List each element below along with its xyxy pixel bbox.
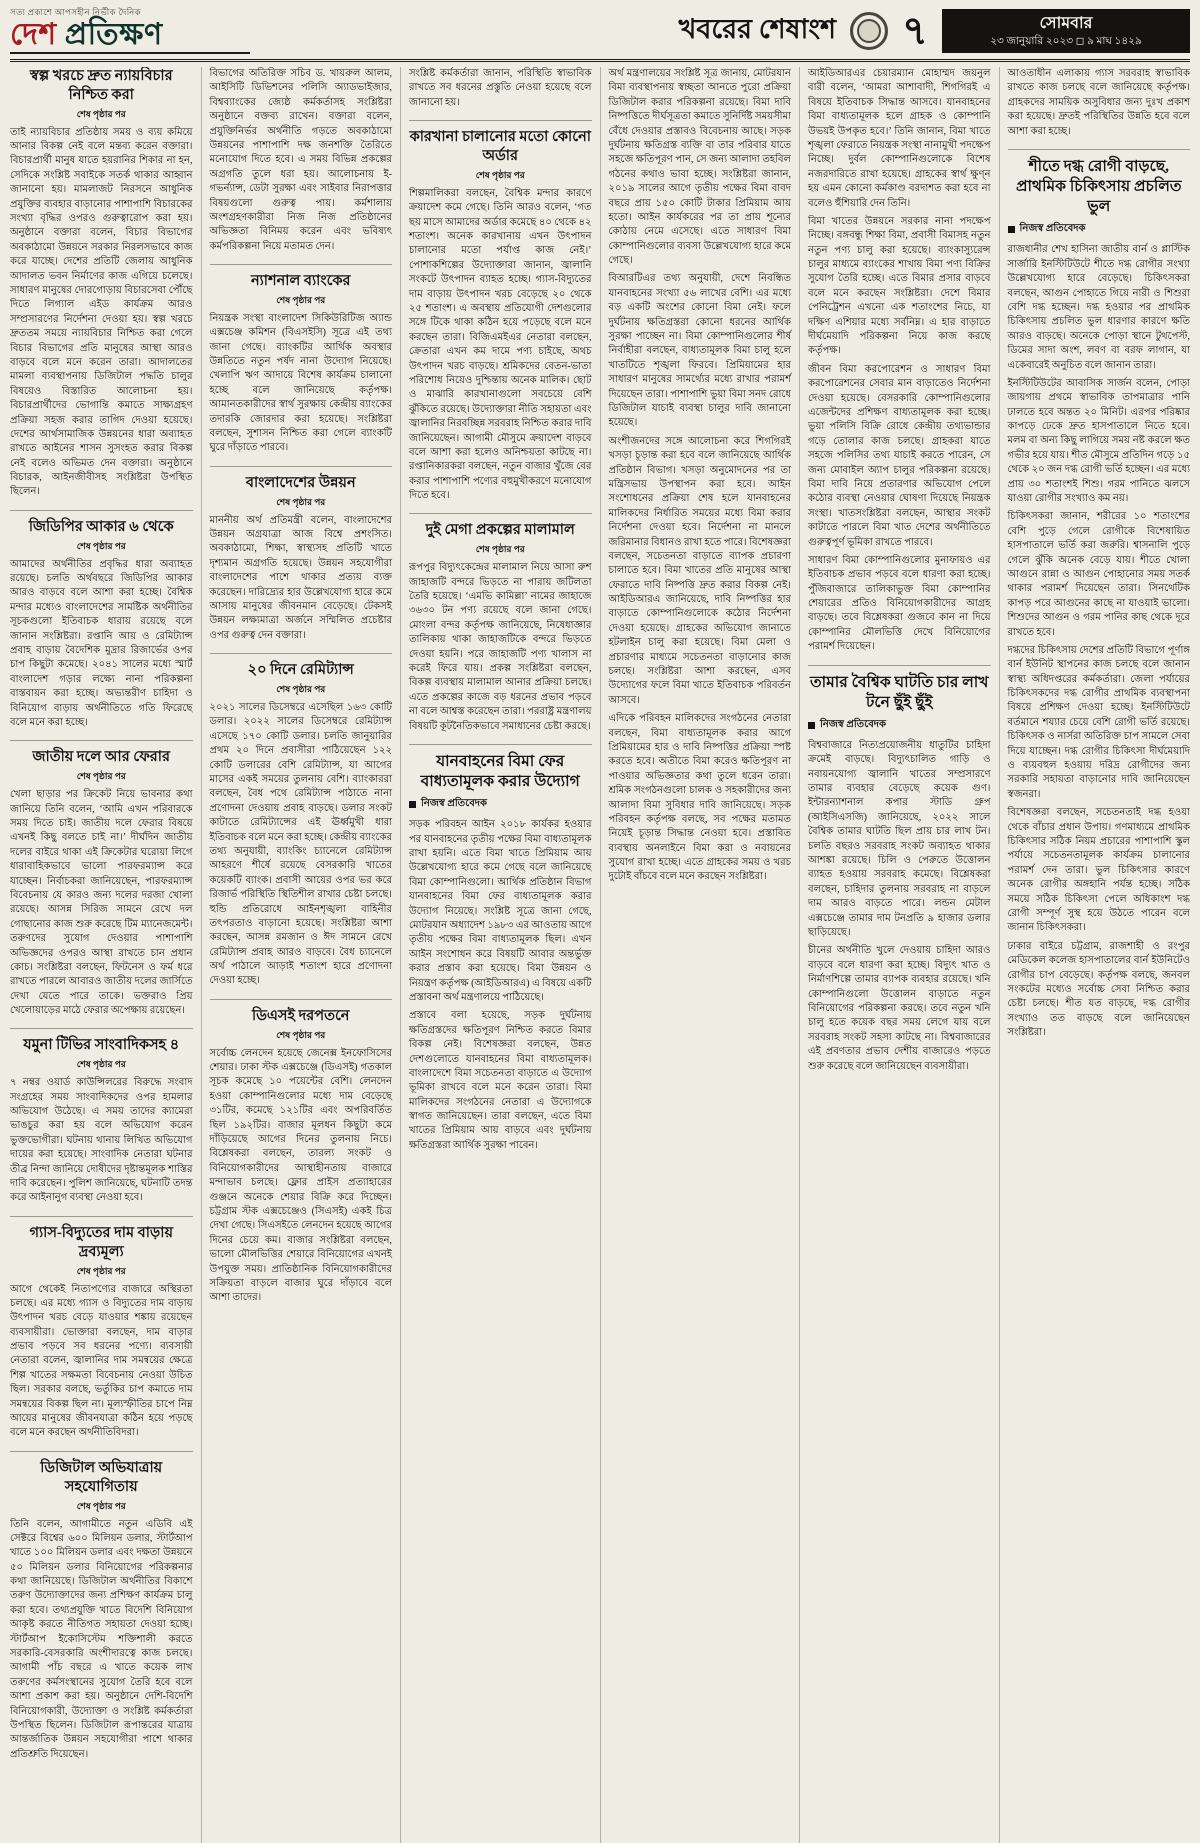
byline-square-icon — [808, 722, 815, 729]
article-headline: তামার বৈশ্বিক ঘাটতি চার লাখ টনে ছুঁই ছুঁই — [810, 673, 989, 711]
section-title: খবরের শেষাংশ — [678, 13, 836, 44]
article-body: রূপপুর বিদ্যুৎকেন্দ্রের মালামাল নিয়ে আসা রুশ জাহাজটি বন্দরে ভিড়তে না পারায় জটিলতা তৈরি হয়েছে। ‘এমভি কামিল্লা’ নামের জাহাজে ৩৬৩০ টন পণ্য রয়েছে বলে জানা গেছে। মোংলা বন্দর কর্তৃপক্ষ জানিয়েছে, নিষেধাজ্ঞার তালিকায় থাকা জাহাজটিকে বন্দরে ভিড়তে দেওয়া হয়নি। পরে জাহাজটি পণ্য খালাস না করেই ফিরে যায়। প্রকল্প সংশ্লিষ্টরা বলছেন, বিকল্প ব্যবস্থায় মালামাল আনার প্রক্রিয়া চলছে। এতে প্রকল্পের কাজে বড় ধরনের প্রভাব পড়বে না বলে আশ্বস্ত করেছেন তারা। পররাষ্ট্র মন্ত্রণালয় বিষয়টি কূটনৈতিকভাবে সমাধানের চেষ্টা করছে। — [409, 562, 592, 732]
article-body: বিভাগের অতিরিক্ত সচিব ড. খায়রুল আলম, আইসিটি ডিভিশনের পলিসি অ্যাডভাইজার, বিশ্বব্যাংকের জ্যেষ্ঠ কর্মকর্তাসহ সংশ্লিষ্টরা অনুষ্ঠানে বক্তব্য রাখেন। বক্তারা বলেন, প্রযুক্তিনির্ভর অর্থনীতি গড়তে অবকাঠামো উন্নয়নের পাশাপাশি দক্ষ জনশক্তি তৈরিতে মনোযোগ দিতে হবে। এ সময় বিভিন্ন প্রকল্পের অগ্রগতি তুলে ধরা হয়। আলোচনায় ই-গভর্ন্যান্স, ডেটা সুরক্ষা এবং সাইবার নিরাপত্তার বিষয়গুলো গুরুত্ব পায়। কর্মশালায় অংশগ্রহণকারীরা নিজ নিজ প্রতিষ্ঠানের অভিজ্ঞতা বিনিময় করেন এবং ভবিষ্যৎ কর্মপরিকল্পনা নিয়ে মতামত দেন। — [209, 68, 392, 252]
column-3 — [401, 67, 601, 1843]
article-body: ঢাকার বাইরে চট্টগ্রাম, রাজশাহী ও রংপুর মেডিকেল কলেজ হাসপাতালের বার্ন ইউনিটেও রোগীর চাপ বেড়েছে। কর্তৃপক্ষ বলছে, জনবল সংকটের মধ্যেও সর্বোচ্চ সেবা নিশ্চিত করার চেষ্টা চলছে। শীত যত বাড়ছে, দগ্ধ রোগীর সংখ্যাও তত বাড়ছে বলে জানিয়েছেন সংশ্লিষ্টরা। — [1007, 940, 1190, 1039]
article-body: রাজধানীর শেখ হাসিনা জাতীয় বার্ন ও প্লাস্টিক সার্জারি ইনস্টিটিউটে শীতে দগ্ধ রোগীর সংখ্যা উল্লেখযোগ্য হারে বেড়েছে। চিকিৎসকরা বলছেন, আগুন পোহাতে গিয়ে নারী ও শিশুরা বেশি দগ্ধ হচ্ছেন। দগ্ধ হওয়ার পর প্রাথমিক চিকিৎসায় প্রচলিত ভুল ধারণার কারণে ক্ষতি আরও বাড়ছে। অনেকে পোড়া স্থানে টুথপেস্ট, ডিমের সাদা অংশ, লবণ বা বরফ লাগান, যা একেবারেই অনুচিত বলে জানান তারা। — [1007, 244, 1190, 371]
article-factory-orders — [409, 120, 592, 503]
masthead-word-2: প্রতিক্ষণ — [56, 17, 163, 51]
byline-square-icon — [409, 801, 416, 808]
weekday-label: সোমবার — [1039, 14, 1093, 32]
article-gas-electricity — [10, 1216, 193, 1441]
date-box — [942, 9, 1190, 53]
byline-label: নিজস্ব প্রতিবেদক — [820, 718, 887, 730]
article-continuation — [210, 67, 393, 254]
article-body: আইডিআরএর চেয়ারম্যান মোহাম্মদ জয়নুল বারী বলেন, ‘আমরা আশাবাদী, শিগগিরই এ বিষয়ে ইতিবাচক সিদ্ধান্ত আসবে। যানবাহনের বিমা বাধ্যতামূলক হলে গ্রাহক ও কোম্পানি উভয়ই উপকৃত হবে।’ তিনি জানান, বিমা খাতে শৃঙ্খলা ফেরাতে নিয়ন্ত্রক সংস্থা নানামুখী পদক্ষেপ নিচ্ছে। দুর্বল কোম্পানিগুলোকে বিশেষ নজরদারিতে রাখা হয়েছে। গ্রাহকের স্বার্থ ক্ষুণ্ন হয় এমন কোনো কর্মকাণ্ড বরদাশত করা হবে না বলেও হুঁশিয়ারি দেন তিনি। — [808, 68, 991, 209]
masthead-title — [10, 19, 250, 55]
article-body: চিকিৎসকরা জানান, শরীরের ১০ শতাংশের বেশি পুড়ে গেলে রোগীকে বিশেষায়িত হাসপাতালে ভর্তি করা জরুরি। শ্বাসনালি পুড়ে গেলে ঝুঁকি অনেক বেড়ে যায়। শীতে খোলা আগুনে রান্না ও আগুন পোহানোর সময় সতর্ক থাকার পরামর্শ দিয়েছেন তারা। সিনথেটিক কাপড় পরে আগুনের কাছে না যাওয়াই ভালো। শিশুদের আগুন ও গরম পানির কাছ থেকে দূরে রাখতে হবে। — [1007, 511, 1190, 638]
article-headline: গ্যাস-বিদ্যুতের দাম বাড়ায় দ্রব্যমূল্য — [29, 1224, 174, 1260]
article-body: এদিকে পরিবহন মালিকদের সংগঠনের নেতারা বলছেন, বিমা বাধ্যতামূলক করার আগে প্রিমিয়ামের হার ও দাবি নিষ্পত্তির প্রক্রিয়া স্পষ্ট করতে হবে। অতীতে বিমা করেও ক্ষতিপূরণ না পাওয়ার অভিজ্ঞতার কথা তুলে ধরেন তারা। শ্রমিক সংগঠনগুলো চালক ও সহকারীদের জন্য আলাদা বিমা সুবিধার দাবি জানিয়েছে। সড়ক পরিবহন কর্তৃপক্ষ বলছে, সব পক্ষের মতামত নিয়েই চূড়ান্ত সিদ্ধান্ত নেওয়া হবে। প্রস্তাবিত ব্যবস্থায় অনলাইনে বিমা করা ও নবায়নের সুযোগ রাখা হচ্ছে। এতে গ্রাহকের সময় ও খরচ দুটোই বাঁচবে বলে মনে করছেন সংশ্লিষ্টরা। — [608, 713, 791, 883]
article-gdp — [10, 510, 193, 731]
masthead-tagline: সত্য প্রকাশে আপসহীন নির্ভীক দৈনিক — [10, 6, 142, 17]
article-body: বিশেষজ্ঞরা বলছেন, সচেতনতাই দগ্ধ হওয়া থেকে বাঁচার প্রধান উপায়। গণমাধ্যমে প্রাথমিক চিকিৎসার সঠিক নিয়ম প্রচারের পাশাপাশি স্কুল পর্যায়ে সচেতনতামূলক কার্যক্রম চালানোর পরামর্শ দেন তারা। ভুল চিকিৎসার কারণে অনেক রোগীর অঙ্গহানি পর্যন্ত হচ্ছে। সঠিক সময়ে সঠিক চিকিৎসা পেলে অধিকাংশ দগ্ধ রোগী সম্পূর্ণ সুস্থ হয়ে উঠতে পারেন বলে জানান চিকিৎসকরা। — [1007, 807, 1190, 934]
column-6 — [1000, 67, 1191, 1843]
article-headline: শীতে দগ্ধ রোগী বাড়ছে, প্রাথমিক চিকিৎসায় প্রচলিত ভুল — [1015, 157, 1182, 216]
article-body: সাধারণ বিমা কোম্পানিগুলোর মুনাফায়ও এর ইতিবাচক প্রভাব পড়বে বলে ধারণা করা হচ্ছে। পুঁজিবাজারে তালিকাভুক্ত বিমা কোম্পানির শেয়ারের প্রতিও বিনিয়োগকারীদের আগ্রহ বাড়ছে। তবে বিশ্লেষকরা গুজবে কান না দিয়ে কোম্পানির মৌলভিত্তি দেখে বিনিয়োগের পরামর্শ দিয়েছেন। — [808, 554, 991, 653]
article-body: ২০২১ সালের ডিসেম্বরে এসেছিল ১৬৩ কোটি ডলার। ২০২২ সালের ডিসেম্বরে রেমিট্যান্স এসেছে ১৭০ কোটি ডলার। চলতি জানুয়ারির প্রথম ২০ দিনে প্রবাসীরা পাঠিয়েছেন ১২২ কোটি ডলারের বেশি রেমিট্যান্স, যা আগের মাসের একই সময়ের তুলনায় বেশি। ব্যাংকাররা বলছেন, বৈধ পথে রেমিট্যান্স পাঠাতে নানা প্রণোদনা দেওয়ায় প্রবাহ বাড়ছে। ডলার সংকট কাটাতে রেমিট্যান্সের এই ঊর্ধ্বমুখী ধারা ইতিবাচক বলে মনে করা হচ্ছে। কেন্দ্রীয় ব্যাংকের তথ্য অনুযায়ী, ব্যাংকিং চ্যানেলে রেমিট্যান্স আহরণে শীর্ষে রয়েছে বেসরকারি খাতের কয়েকটি ব্যাংক। প্রবাসী আয়ের ওপর ভর করে রিজার্ভ পরিস্থিতি স্থিতিশীল রাখার চেষ্টা চলছে। হুন্ডি প্রতিরোধে আইনশৃঙ্খলা বাহিনীর তৎপরতাও বাড়ানো হয়েছে। সংশ্লিষ্টরা আশা করছেন, আসন্ন রমজান ও ঈদ সামনে রেখে রেমিট্যান্স প্রবাহ আরও বাড়বে। বৈধ চ্যানেলে অর্থ পাঠালে আড়াই শতাংশ হারে প্রণোদনা দেওয়া হচ্ছে। — [209, 702, 392, 987]
continued-from-note: শেষ পৃষ্ঠার পর — [276, 496, 326, 507]
article-body: তিনি বলেন, আগামীতে নতুন এডিবি এই সেক্টরে বিশ্বের ৬০০ মিলিয়ন ডলার, স্টার্টআপ খাতে ১০০ মিলিয়ন ডলার এবং দক্ষতা উন্নয়নে ৫০ মিলিয়ন ডলার বিনিয়োগের পরিকল্পনার কথা জানিয়েছে। ডিজিটাল অর্থনীতির বিকাশে তরুণ উদ্যোক্তাদের জন্য প্রশিক্ষণ কার্যক্রম চালু করা হবে। তথ্যপ্রযুক্তি খাতে বিদেশি বিনিয়োগ আকৃষ্ট করতে নীতিগত সহায়তা দেওয়া হচ্ছে। স্টার্টআপ ইকোসিস্টেম শক্তিশালী করতে সরকারি-বেসরকারি অংশীদারত্বে কাজ চলছে। আগামী পাঁচ বছরে এ খাতে কয়েক লাখ তরুণের কর্মসংস্থানের সুযোগ তৈরি হবে বলে আশা প্রকাশ করা হয়। অনুষ্ঠানে দেশি-বিদেশি বিনিয়োগকারী, উদ্যোক্তা ও সংশ্লিষ্ট কর্মকর্তারা উপস্থিত ছিলেন। ডিজিটাল রূপান্তরের যাত্রায় আন্তর্জাতিক উন্নয়ন সহযোগীরা পাশে থাকার প্রতিশ্রুতি দিয়েছেন। — [10, 1518, 193, 1760]
article-continuation — [1008, 67, 1191, 139]
article-body: শিল্পমালিকরা বলছেন, বৈশ্বিক মন্দার কারণে ক্রয়াদেশ কমে গেছে। তিনি আরও বলেন, ‘গত ছয় মাসে আমাদের অর্ডার কমেছে ৪০ থেকে ৪২ শতাংশ। অনেক কারখানায় এখন উৎপাদন চালানোর মতো পর্যাপ্ত কাজ নেই।’ পোশাকশিল্পের উদ্যোক্তারা জানান, জ্বালানি সংকটে উৎপাদন ব্যাহত হচ্ছে। গ্যাস-বিদ্যুতের দাম বাড়ায় উৎপাদন খরচ বেড়েছে ২০ থেকে ২৫ শতাংশ। এ অবস্থায় প্রতিযোগী দেশগুলোর সঙ্গে টিকে থাকা কঠিন হয়ে পড়েছে বলে মনে করছেন তারা। বিজিএমইএর নেতারা বলছেন, ক্রেতারা এখন কম দামে পণ্য চাইছে, অথচ উৎপাদন খরচ বাড়ছে। শ্রমিকদের বেতন-ভাতা পরিশোধ নিয়েও দুশ্চিন্তায় অনেক মালিক। ছোট ও মাঝারি কারখানাগুলো সবচেয়ে বেশি ঝুঁকিতে রয়েছে। উদ্যোক্তারা নীতি সহায়তা এবং জ্বালানির নিরবচ্ছিন্ন সরবরাহ নিশ্চিত করার দাবি জানিয়েছেন। আগামী মৌসুমে ক্রয়াদেশ বাড়বে বলে আশা করা হলেও অনিশ্চয়তা কাটছে না। রপ্তানিকারকরা বলছেন, নতুন বাজার খুঁজে বের করার পাশাপাশি পণ্যের বহুমুখীকরণে মনোযোগ দিতে হবে। — [409, 187, 592, 502]
article-body: বিশ্ববাজারে নিত্যপ্রয়োজনীয় ধাতুটির চাহিদা ক্রমেই বাড়ছে। বিদ্যুৎচালিত গাড়ি ও নবায়নযোগ্য জ্বালানি খাতের সম্প্রসারণে তামার ব্যবহার বেড়েছে কয়েক গুণ। ইন্টারন্যাশনাল কপার স্টাডি গ্রুপ (আইসিএসজি) জানিয়েছে, ২০২২ সালে বৈশ্বিক তামার ঘাটতি ছিল প্রায় চার লাখ টন। চলতি বছরও সরবরাহ সংকট অব্যাহত থাকার আশঙ্কা রয়েছে। চিলি ও পেরুতে উত্তোলন ব্যাহত হওয়ায় সরবরাহ কমেছে। বিশ্লেষকরা বলছেন, চাহিদার তুলনায় সরবরাহ না বাড়লে দাম আরও বাড়তে পারে। লন্ডন মেটাল এক্সচেঞ্জে তামার দাম টনপ্রতি ৯ হাজার ডলার ছাড়িয়েছে। — [808, 739, 991, 938]
continued-from-note: শেষ পৃষ্ঠার পর — [475, 169, 525, 180]
article-headline: জাতীয় দলে আর ফেরার — [32, 749, 170, 766]
article-body: দগ্ধদের চিকিৎসায় দেশের প্রতিটি বিভাগে পূর্ণাঙ্গ বার্ন ইউনিট স্থাপনের কাজ চলছে বলে জানান স্বাস্থ্য অধিদপ্তরের কর্মকর্তারা। জেলা পর্যায়ের চিকিৎসকদের দগ্ধ রোগীর প্রাথমিক ব্যবস্থাপনা বিষয়ে প্রশিক্ষণ দেওয়া হচ্ছে। ইনস্টিটিউটে বর্তমানে শয্যার চেয়ে বেশি রোগী ভর্তি রয়েছে। চিকিৎসক ও নার্সরা অতিরিক্ত চাপ সামলে সেবা দিয়ে যাচ্ছেন। দগ্ধ রোগীর চিকিৎসা দীর্ঘমেয়াদি ও ব্যয়বহুল হওয়ায় দরিদ্র রোগীদের জন্য সরকারি সহায়তা বাড়ানোর দাবি জানিয়েছেন স্বজনরা। — [1007, 644, 1190, 800]
article-body: বিমা খাতের উন্নয়নে সরকার নানা পদক্ষেপ নিচ্ছে। বঙ্গবন্ধু শিক্ষা বিমা, প্রবাসী বিমাসহ নতুন নতুন পণ্য চালু করা হয়েছে। ব্যাংকাস্যুরেন্স চালুর মাধ্যমে ব্যাংকের শাখায় বিমা পণ্য বিক্রির সুযোগ তৈরি হচ্ছে। এতে বিমার প্রসার বাড়বে বলে মনে করছেন সংশ্লিষ্টরা। দেশে বিমার পেনিট্রেশন এখনো এক শতাংশের নিচে, যা দক্ষিণ এশিয়ার মধ্যে সর্বনিম্ন। এ হার বাড়াতে দীর্ঘমেয়াদি পরিকল্পনা নিয়ে কাজ করছে কর্তৃপক্ষ। — [808, 215, 991, 357]
article-body: সড়ক পরিবহন আইন ২০১৮ কার্যকর হওয়ার পর যানবাহনের তৃতীয় পক্ষের বিমা বাধ্যতামূলক রাখা হয়নি। এতে বিমা খাতে প্রিমিয়াম আয় উল্লেখযোগ্য হারে কমে গেছে বলে জানিয়েছে বিমা কোম্পানিগুলো। আর্থিক প্রতিষ্ঠান বিভাগ যানবাহনের বিমা ফের বাধ্যতামূলক করার উদ্যোগ নিয়েছে। সংশ্লিষ্ট সূত্রে জানা গেছে, মোটরযান অধ্যাদেশ ১৯৮৩ এর আওতায় আগে তৃতীয় পক্ষের বিমা বাধ্যতামূলক ছিল। এখন আইন সংশোধন করে বিষয়টি আবার অন্তর্ভুক্ত করার প্রস্তাব করা হয়েছে। বিমা উন্নয়ন ও নিয়ন্ত্রণ কর্তৃপক্ষ (আইডিআরএ) এ বিষয়ে একটি প্রস্তাবনা অর্থ মন্ত্রণালয়ে পাঠিয়েছে। — [409, 819, 592, 1003]
article-headline: ২০ দিনে রেমিট্যান্স — [247, 662, 354, 679]
article-journalists — [10, 1028, 193, 1205]
newspaper-emblem-icon — [850, 12, 888, 50]
article-headline: জিডিপির আকার ৬ থেকে — [28, 518, 174, 535]
article-body: ইনস্টিটিউটের আবাসিক সার্জন বলেন, পোড়া জায়গায় প্রথমে স্বাভাবিক তাপমাত্রার পানি ঢালতে হবে অন্তত ২০ মিনিট। এরপর পরিষ্কার কাপড়ে ঢেকে দ্রুত হাসপাতালে নিতে হবে। মলম বা অন্য কিছু লাগিয়ে সময় নষ্ট করলে ক্ষত গভীর হয়ে যায়। শীত মৌসুমে প্রতিদিন গড়ে ১৫ থেকে ২০ জন দগ্ধ রোগী ভর্তি হচ্ছেন। এর মধ্যে প্রায় ৩০ শতাংশই শিশু। গরম পানিতে ঝলসে যাওয়া রোগীর সংখ্যাও কম নয়। — [1007, 377, 1190, 505]
continued-from-note: শেষ পৃষ্ঠার পর — [276, 1029, 326, 1040]
article-body: সর্বোচ্চ লেনদেন হয়েছে জেনেক্স ইনফোসিসের শেয়ার। ঢাকা স্টক এক্সচেঞ্জে (ডিএসই) গতকাল সূচক কমেছে ১০ পয়েন্টের বেশি। লেনদেন হওয়া কোম্পানিগুলোর মধ্যে দাম বেড়েছে ৩১টির, কমেছে ১২১টির এবং অপরিবর্তিত ছিল ১৯২টির। বাজার মূলধন কিছুটা কমে দাঁড়িয়েছে আগের দিনের তুলনায় নিচে। বিশ্লেষকরা বলছেন, তারল্য সংকট ও বিনিয়োগকারীদের আস্থাহীনতায় বাজারে মন্দাভাব চলছে। ফ্লোর প্রাইস প্রত্যাহারের গুঞ্জনে অনেকে শেয়ার বিক্রি করে দিচ্ছেন। চট্টগ্রাম স্টক এক্সচেঞ্জেও (সিএসই) একই চিত্র দেখা গেছে। সিএসইতে লেনদেন হয়েছে আগের দিনের চেয়ে কম। বাজার সংশ্লিষ্টরা বলছেন, ভালো মৌলভিত্তির শেয়ারে বিনিয়োগের এখনই উপযুক্ত সময়। প্রাতিষ্ঠানিক বিনিয়োগকারীদের সক্রিয়তা বাড়লে বাজার ঘুরে দাঁড়াবে বলে আশা তাদের। — [209, 1047, 392, 1304]
article-body: জীবন বিমা করপোরেশন ও সাধারণ বিমা করপোরেশনের সেবার মান বাড়াতেও নির্দেশনা দেওয়া হয়েছে। বেসরকারি কোম্পানিগুলোর এজেন্টদের প্রশিক্ষণ বাধ্যতামূলক করা হচ্ছে। ভুয়া পলিসি বিক্রি রোধে কেন্দ্রীয় তথ্যভান্ডার গড়ে তোলার কাজ চলছে। গ্রাহকরা যাতে সহজে পলিসির তথ্য যাচাই করতে পারেন, সে জন্য মোবাইল অ্যাপ চালুর পরিকল্পনা রয়েছে। বিমা দাবি নিয়ে প্রতারণার অভিযোগ পেলে কঠোর ব্যবস্থা নেওয়ার ঘোষণা দিয়েছে নিয়ন্ত্রক সংস্থা। খাতসংশ্লিষ্টরা বলছেন, আস্থার সংকট কাটাতে পারলে বিমা খাত দেশের অর্থনীতিতে গুরুত্বপূর্ণ ভূমিকা রাখতে পারবে। — [808, 363, 991, 548]
article-body: খেলা ছাড়ার পর ক্রিকেট নিয়ে ভাবনার কথা জানিয়ে তিনি বলেন, ‘আমি এখন পরিবারকে সময় দিতে চাই। জাতীয় দলে ফেরার বিষয়ে এখনই কিছু বলতে চাই না।’ দীর্ঘদিন জাতীয় দলের বাইরে থাকা এই ক্রিকেটার ঘরোয়া লিগে ধারাবাহিকভাবে ভালো পারফরম্যান্স করে যাচ্ছেন। নির্বাচকরা জানিয়েছেন, পারফরম্যান্স বিবেচনায় যে কারও জন্য দলের দরজা খোলা রয়েছে। আসন্ন সিরিজ সামনে রেখে দল গোছানোর কাজ শুরু করেছে টিম ম্যানেজমেন্ট। তরুণদের সুযোগ দেওয়ার পাশাপাশি অভিজ্ঞদের ওপরও আস্থা রাখতে চান প্রধান কোচ। সংশ্লিষ্টরা বলছেন, ফিটনেস ও ফর্ম ধরে রাখতে পারলে আবারও জাতীয় দলের জার্সিতে দেখা যেতে পারে তাকে। ভক্তরাও প্রিয় খেলোয়াড়ের মাঠে ফেরার অপেক্ষায় রয়েছেন। — [10, 789, 193, 1017]
article-continuation — [409, 67, 592, 110]
article-headline: ন্যাশনাল ব্যাংকের — [250, 273, 351, 290]
byline-label: নিজস্ব প্রতিবেদক — [421, 798, 488, 810]
article-body: অংশীজনদের সঙ্গে আলোচনা করে শিগগিরই খসড়া চূড়ান্ত করা হবে বলে জানিয়েছে আর্থিক প্রতিষ্ঠান বিভাগ। খসড়া অনুমোদনের পর তা মন্ত্রিসভায় উপস্থাপন করা হবে। আইন সংশোধনের প্রক্রিয়া শেষ হলে যানবাহনের মালিকদের নির্ধারিত সময়ের মধ্যে বিমা করার নির্দেশনা দেওয়া হবে। নির্দেশনা না মানলে জরিমানার বিধানও রাখা হতে পারে। বিশেষজ্ঞরা বলছেন, সচেতনতা বাড়াতে ব্যাপক প্রচারণা চালাতে হবে। বিমা খাতের প্রতি মানুষের আস্থা ফেরাতে দাবি নিষ্পত্তি দ্রুত করার বিকল্প নেই। আইডিআরএ জানিয়েছে, দাবি নিষ্পত্তির হার বাড়াতে কোম্পানিগুলোকে কঠোর নির্দেশনা দেওয়া হয়েছে। গ্রাহকের অভিযোগ জানাতে হটলাইন চালু করা হয়েছে। বিমা মেলা ও প্রচারণার মাধ্যমে সচেতনতা বাড়ানোর কাজ চলছে। সংশ্লিষ্টরা আশা করছেন, এসব উদ্যোগের ফলে বিমা খাতে ইতিবাচক পরিবর্তন আসবে। — [608, 435, 791, 706]
continued-from-note: শেষ পৃষ্ঠার পর — [76, 1500, 126, 1511]
article-remittance — [210, 653, 393, 989]
continued-from-note: শেষ পৃষ্ঠার পর — [276, 684, 326, 695]
article-body: নিয়ন্ত্রক সংস্থা বাংলাদেশ সিকিউরিটিজ অ্যান্ড এক্সচেঞ্জ কমিশন (বিএসইসি) সূত্রে এই তথ্য জানা গেছে। ব্যাংকটির আর্থিক অবস্থার উন্নতিতে নতুন পর্ষদ নানা উদ্যোগ নিয়েছে। খেলাপি ঋণ আদায়ে বিশেষ কার্যক্রম চালানো হচ্ছে বলে জানিয়েছে কর্তৃপক্ষ। আমানতকারীদের স্বার্থ সুরক্ষায় কেন্দ্রীয় ব্যাংকের তদারকি জোরদার করা হয়েছে। সংশ্লিষ্টরা বলছেন, সুশাসন নিশ্চিত করা গেলে ব্যাংকটি ঘুরে দাঁড়াতে পারবে। — [209, 312, 392, 454]
byline — [409, 796, 592, 813]
article-bd-development — [210, 466, 393, 643]
article-headline: যমুনা টিভির সাংবাদিকসহ ৪ — [23, 1037, 180, 1054]
article-headline: ডিজিটাল অভিযাত্রায় সহযোগিতায় — [40, 1459, 163, 1495]
article-body: চীনের অর্থনীতি খুলে দেওয়ায় চাহিদা আরও বাড়বে বলে ধারণা করা হচ্ছে। বিদ্যুৎ খাত ও নির্মাণশিল্পে তামার ব্যাপক ব্যবহার রয়েছে। খনি কোম্পানিগুলো উত্তোলন বাড়াতে নতুন বিনিয়োগের পরিকল্পনা করছে। তবে নতুন খনি চালু হতে কয়েক বছর সময় লেগে যায় বলে সরবরাহ সংকট সহসা কাটছে না। বিশ্ববাজারের এই প্রবণতার প্রভাব দেশীয় বাজারেও পড়তে শুরু করেছে বলে জানিয়েছেন ব্যবসায়ীরা। — [808, 945, 991, 1072]
article-body: ৭ নম্বর ওয়ার্ড কাউন্সিলরের বিরুদ্ধে সংবাদ সংগ্রহের সময় সাংবাদিকদের ওপর হামলার অভিযোগ উঠেছে। এ সময় তাদের ক্যামেরা ভাঙচুর করা হয় বলে অভিযোগ করেন ভুক্তভোগীরা। ঘটনায় থানায় লিখিত অভিযোগ দায়ের করা হয়েছে। সাংবাদিক নেতারা ঘটনার তীব্র নিন্দা জানিয়ে দোষীদের দৃষ্টান্তমূলক শাস্তির দাবি করেছেন। পুলিশ জানিয়েছে, ঘটনাটি তদন্ত করে আইনানুগ ব্যবস্থা নেওয়া হবে। — [10, 1077, 193, 1204]
article-dse — [210, 999, 393, 1306]
article-headline: ডিএসই দরপতনে — [252, 1007, 350, 1024]
article-headline: যানবাহনের বিমা ফের বাধ্যতামূলক করার উদ্যোগ — [420, 752, 580, 791]
article-copper-deficit — [808, 665, 991, 1074]
masthead-word-1: দেশ — [10, 17, 57, 51]
article-mega-project — [409, 513, 592, 734]
continued-from-note: শেষ পৃষ্ঠার পর — [276, 294, 326, 305]
articles-grid — [10, 67, 1190, 1843]
article-body: মাননীয় অর্থ প্রতিমন্ত্রী বলেন, বাংলাদেশের উন্নয়ন অগ্রযাত্রা আজ বিশ্বে প্রশংসিত। অবকাঠামো, শিক্ষা, স্বাস্থ্যসহ প্রতিটি খাতে দৃশ্যমান অগ্রগতি হয়েছে। উন্নয়ন সহযোগীরা বাংলাদেশের পাশে থাকার প্রত্যয় ব্যক্ত করেছেন। দারিদ্র্যের হার উল্লেখযোগ্য হারে কমে আসায় মানুষের জীবনমান বেড়েছে। টেকসই উন্নয়ন লক্ষ্যমাত্রা অর্জনে সম্মিলিত প্রচেষ্টার ওপর গুরুত্ব দেন বক্তারা। — [209, 514, 392, 641]
article-justice — [10, 67, 193, 500]
article-body: প্রস্তাবে বলা হয়েছে, সড়ক দুর্ঘটনায় ক্ষতিগ্রস্তদের ক্ষতিপূরণ নিশ্চিত করতে বিমার বিকল্প নেই। বিশেষজ্ঞরা বলছেন, উন্নত দেশগুলোতে যানবাহনের বিমা বাধ্যতামূলক। বাংলাদেশে বিমা সচেতনতা বাড়াতে এ উদ্যোগ ভূমিকা রাখবে বলে মনে করেন তারা। বিমা মালিকদের সংগঠনের নেতারা এ উদ্যোগকে স্বাগত জানিয়েছেন। তারা বলছেন, এতে বিমা খাতের প্রিমিয়াম আয় বাড়বে এবং দুর্ঘটনায় ক্ষতিগ্রস্তরা আর্থিক সুরক্ষা পাবেন। — [409, 1010, 592, 1151]
date-line: ২৩ জানুয়ারি ২০২৩ ◻ ৯ মাঘ ১৪২৯ — [990, 35, 1142, 47]
byline-square-icon — [1008, 226, 1015, 233]
continued-from-note: শেষ পৃষ্ঠার পর — [76, 1265, 126, 1276]
article-body: আওতাধীন এলাকায় গ্যাস সরবরাহ স্বাভাবিক রাখতে কাজ চলছে বলে জানিয়েছে কর্তৃপক্ষ। গ্রাহকদের সাময়িক অসুবিধার জন্য দুঃখ প্রকাশ করা হয়েছে। দ্রুতই পরিস্থিতির উন্নতি হবে বলে আশা করা হচ্ছে। — [1007, 68, 1190, 137]
article-digital — [10, 1451, 193, 1762]
article-body: বিআরটিএর তথ্য অনুযায়ী, দেশে নিবন্ধিত যানবাহনের সংখ্যা ৫৬ লাখের বেশি। এর মধ্যে বড় একটি অংশের কোনো বিমা নেই। ফলে দুর্ঘটনায় ক্ষতিগ্রস্তরা কোনো ধরনের আর্থিক সুরক্ষা পাচ্ছেন না। বিমা কোম্পানিগুলোর শীর্ষ নির্বাহীরা বলছেন, বাধ্যতামূলক বিমা চালু হলে খাতটিতে শৃঙ্খলা ফিরবে। প্রিমিয়ামের হার সাধারণ মানুষের সামর্থ্যের মধ্যে রাখার পরামর্শ দিয়েছেন তারা। পাশাপাশি ভুয়া বিমা সনদ রোধে ডিজিটাল যাচাই ব্যবস্থা চালুর দাবি জানানো হয়েছে। — [608, 273, 791, 429]
byline — [808, 717, 991, 734]
page-header — [10, 8, 1190, 62]
column-2 — [202, 67, 402, 1843]
byline — [1008, 221, 1191, 238]
page-number: ৭ — [901, 8, 928, 53]
article-winter-burn-patients — [1008, 149, 1191, 1041]
continued-from-note: শেষ পৃষ্ঠার পর — [475, 544, 525, 555]
masthead — [10, 8, 250, 54]
byline-label: নিজস্ব প্রতিবেদক — [1019, 223, 1086, 235]
article-headline: দুই মেগা প্রকল্পের মালামাল — [425, 522, 575, 539]
article-continuation — [609, 67, 792, 885]
article-headline: স্বল্প খরচে দ্রুত ন্যায়বিচার নিশ্চিত করা — [29, 68, 173, 103]
article-body: আগে থেকেই নিত্যপণ্যের বাজারে অস্থিরতা চলছে। এর মধ্যে গ্যাস ও বিদ্যুতের দাম বাড়ায় উৎপাদন খরচ বেড়ে যাওয়ার শঙ্কায় রয়েছেন ব্যবসায়ীরা। ভোক্তারা বলছেন, দাম বাড়ার প্রভাব পড়বে সব ধরনের পণ্যে। ব্যবসায়ী নেতারা বলেন, জ্বালানির দাম সমন্বয়ের ক্ষেত্রে শিল্প খাতের সক্ষমতা বিবেচনায় নেওয়া উচিত ছিল। সরকার বলছে, ভর্তুকির চাপ কমাতে দাম সমন্বয়ের বিকল্প ছিল না। মূল্যস্ফীতির চাপে নিম্ন আয়ের মানুষের জীবনযাত্রা কঠিন হয়ে পড়ছে বলে মনে করছেন অর্থনীতিবিদরা। — [10, 1283, 193, 1439]
column-5 — [800, 67, 1000, 1843]
article-body: সংশ্লিষ্ট কর্মকর্তারা জানান, পরিস্থিতি স্বাভাবিক রাখতে সব ধরনের প্রস্তুতি নেওয়া হয়েছে বলে জানানো হয়। — [409, 68, 592, 108]
article-headline: কারখানা চালানোর মতো কোনো অর্ডার — [409, 129, 591, 165]
article-national-bank — [210, 264, 393, 456]
article-continuation — [808, 67, 991, 655]
article-body: অর্থ মন্ত্রণালয়ের সংশ্লিষ্ট সূত্র জানায়, মোটরযান বিমা ব্যবস্থাপনায় স্বচ্ছতা আনতে পুরো প্রক্রিয়া ডিজিটাল করার পরিকল্পনা রয়েছে। বিমা দাবি নিষ্পত্তিতে দীর্ঘসূত্রতা কমাতে সুনির্দিষ্ট সময়সীমা বেঁধে দেওয়ার প্রস্তাবও বিবেচনায় আছে। সড়ক দুর্ঘটনায় ক্ষতিগ্রস্ত ব্যক্তি বা তার পরিবার যাতে সহজে ক্ষতিপূরণ পান, সে জন্য আলাদা তহবিল গঠনের কথাও ভাবা হচ্ছে। সংশ্লিষ্টরা জানান, ২০১৯ সালের আগে তৃতীয় পক্ষের বিমা বাবদ বছরে প্রায় ১৫০ কোটি টাকার প্রিমিয়াম আয় হতো। আইন কার্যকরের পর তা প্রায় শূন্যের কোঠায় নেমে এসেছে। এতে সাধারণ বিমা কোম্পানিগুলোর ব্যবসা উল্লেখযোগ্য হারে কমে গেছে। — [608, 68, 791, 267]
continued-from-note: শেষ পৃষ্ঠার পর — [76, 108, 126, 119]
article-national-team — [10, 740, 193, 1018]
continued-from-note: শেষ পৃষ্ঠার পর — [76, 771, 126, 782]
continued-from-note: শেষ পৃষ্ঠার পর — [76, 1059, 126, 1070]
continued-from-note: শেষ পৃষ্ঠার পর — [76, 540, 126, 551]
article-body: তাই ন্যায়বিচার প্রতিষ্ঠায় সময় ও ব্যয় কমিয়ে আনার বিকল্প নেই বলে মন্তব্য করেন বক্তারা। বিচারপ্রার্থী মানুষ যাতে হয়রানির শিকার না হন, সেদিকে সংশ্লিষ্ট সবাইকে সতর্ক থাকার আহ্বান জানানো হয়। মামলাজট নিরসনে আধুনিক প্রযুক্তির ব্যবহার বাড়ানোর পাশাপাশি বিচারকের সংখ্যা বৃদ্ধির ওপরও গুরুত্বারোপ করা হয়। অনুষ্ঠানে বক্তারা বলেন, বিচার বিভাগের অবকাঠামো উন্নয়নে সরকার নিরলসভাবে কাজ করে যাচ্ছে। দেশের প্রতিটি জেলায় আধুনিক আদালত ভবন নির্মাণের কাজ এগিয়ে চলেছে। সাধারণ মানুষের দোরগোড়ায় বিচারসেবা পৌঁছে দিতে লিগ্যাল এইড কার্যক্রম আরও সম্প্রসারণের নির্দেশনা দেওয়া হয়। স্বল্প খরচে দ্রুততম সময়ে ন্যায়বিচার নিশ্চিত করা গেলে বিচার বিভাগের প্রতি মানুষের আস্থা আরও বাড়বে বলে মনে করেন তারা। আদালতের মামলা ব্যবস্থাপনায় ডিজিটাল পদ্ধতি চালুর বিষয়েও বিস্তারিত আলোচনা হয়। বিচারপ্রার্থীদের ভোগান্তি কমাতে সাক্ষ্যগ্রহণ প্রক্রিয়া সহজ করার তাগিদ দেওয়া হয়েছে। দেশের আর্থসামাজিক উন্নয়নের ধারা অব্যাহত রাখতে আইনের শাসন সুসংহত করার বিকল্প নেই বলেও অভিমত দেন বক্তারা। অনুষ্ঠানে বিচারক, আইনজীবীসহ সংশ্লিষ্টরা উপস্থিত ছিলেন। — [10, 126, 193, 498]
column-1 — [10, 67, 202, 1843]
article-vehicle-insurance — [409, 744, 592, 1153]
article-body: আমাদের অর্থনীতির প্রবৃদ্ধির ধারা অব্যাহত রয়েছে। চলতি অর্থবছরে জিডিপির আকার আরও বাড়বে বলে আশা করা হচ্ছে। বৈশ্বিক মন্দার মধ্যেও বাংলাদেশের সামষ্টিক অর্থনীতির সূচকগুলো ইতিবাচক ধারায় রয়েছে বলে জানান সংশ্লিষ্টরা। রপ্তানি আয় ও রেমিট্যান্স প্রবাহ বাড়ায় বৈদেশিক মুদ্রার রিজার্ভের ওপর চাপ কিছুটা কমেছে। ২০৪১ সালের মধ্যে স্মার্ট বাংলাদেশ গড়ার লক্ষ্যে নানা পরিকল্পনা বাস্তবায়ন করা হচ্ছে। অভ্যন্তরীণ চাহিদা ও বিনিয়োগ বাড়ায় অর্থনীতিতে গতি ফিরেছে বলে মনে করা হচ্ছে। — [10, 558, 193, 728]
article-headline: বাংলাদেশের উন্নয়ন — [245, 474, 356, 491]
column-4 — [601, 67, 801, 1843]
